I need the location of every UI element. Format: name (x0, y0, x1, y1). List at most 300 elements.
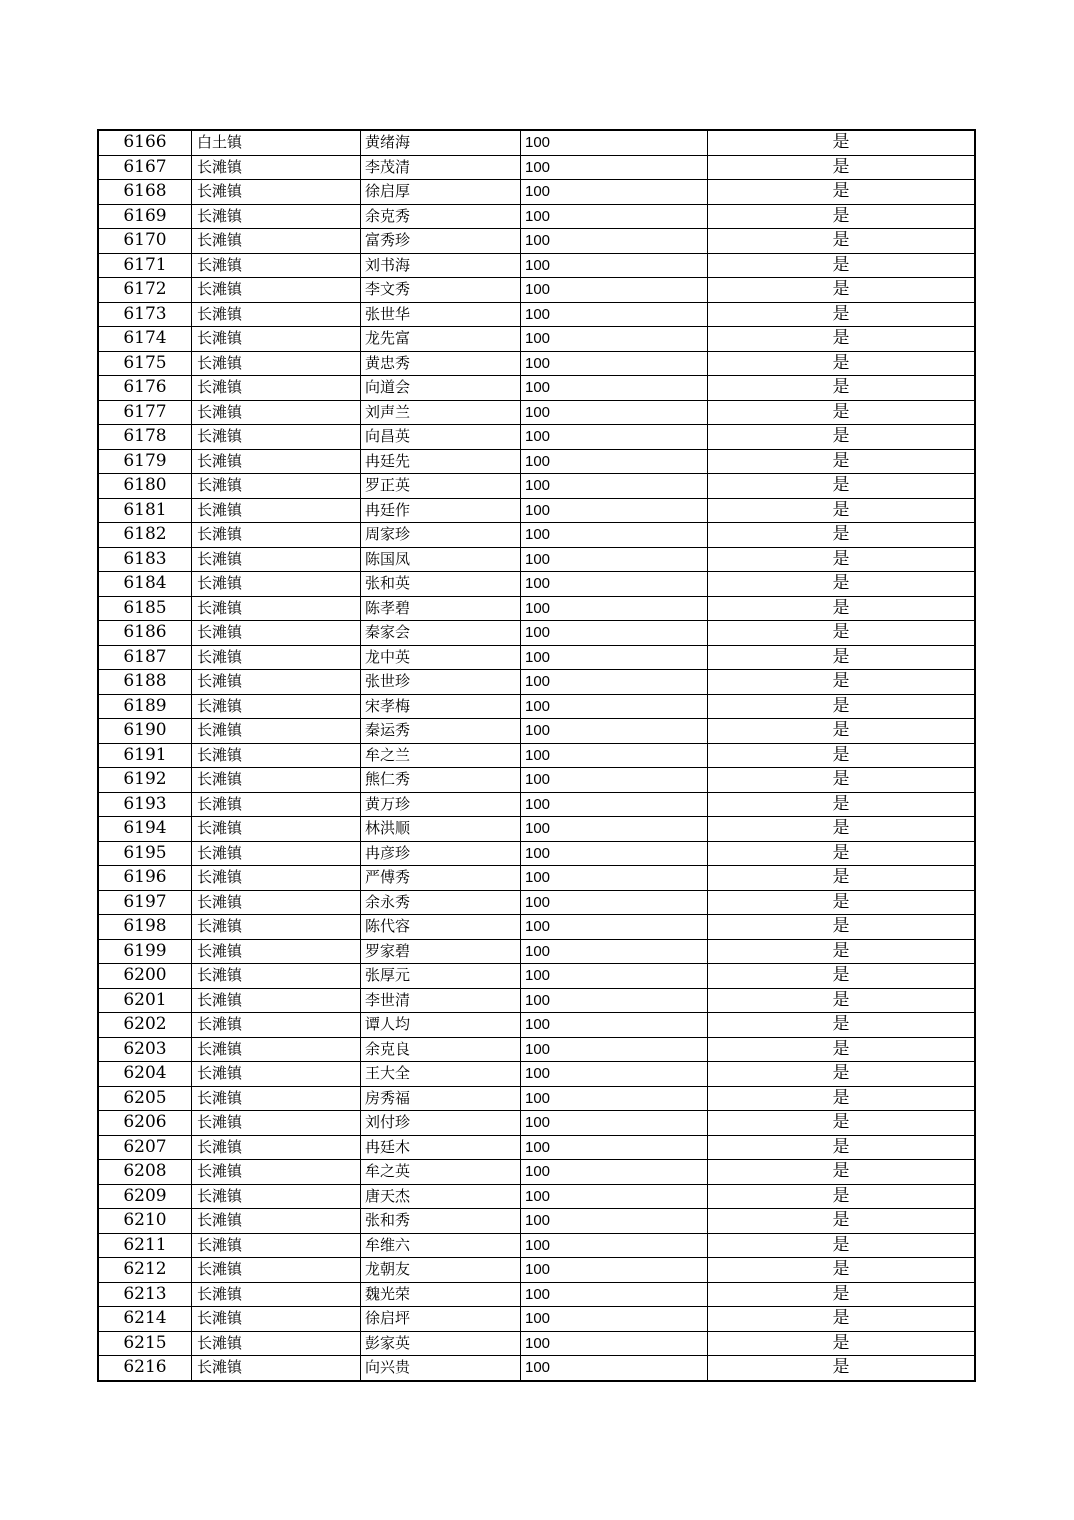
amount-cell: 100 (521, 939, 708, 964)
row-number-cell: 6211 (98, 1233, 192, 1258)
table-row (98, 915, 975, 940)
name-cell: 彭家英 (361, 1331, 521, 1356)
town-cell: 长滩镇 (192, 645, 361, 670)
amount-cell: 100 (521, 1282, 708, 1307)
name-cell: 黄万珍 (361, 792, 521, 817)
row-number-cell: 6205 (98, 1086, 192, 1111)
row-number-cell: 6185 (98, 596, 192, 621)
table-row (98, 645, 975, 670)
town-cell: 长滩镇 (192, 523, 361, 548)
status-cell: 是 (708, 449, 976, 474)
name-cell: 王大全 (361, 1062, 521, 1087)
table-row (98, 1037, 975, 1062)
table-row (98, 1356, 975, 1381)
row-number-cell: 6192 (98, 768, 192, 793)
row-number-cell: 6207 (98, 1135, 192, 1160)
table-row (98, 719, 975, 744)
amount-cell: 100 (521, 694, 708, 719)
table-row (98, 1282, 975, 1307)
town-cell: 长滩镇 (192, 1282, 361, 1307)
table-row (98, 253, 975, 278)
amount-cell: 100 (521, 498, 708, 523)
status-cell: 是 (708, 1356, 976, 1381)
amount-cell: 100 (521, 988, 708, 1013)
row-number-cell: 6204 (98, 1062, 192, 1087)
row-number-cell: 6206 (98, 1111, 192, 1136)
amount-cell: 100 (521, 719, 708, 744)
town-cell: 长滩镇 (192, 694, 361, 719)
name-cell: 魏光荣 (361, 1282, 521, 1307)
row-number-cell: 6201 (98, 988, 192, 1013)
row-number-cell: 6167 (98, 155, 192, 180)
status-cell: 是 (708, 155, 976, 180)
name-cell: 徐启厚 (361, 180, 521, 205)
row-number-cell: 6213 (98, 1282, 192, 1307)
row-number-cell: 6215 (98, 1331, 192, 1356)
row-number-cell: 6182 (98, 523, 192, 548)
row-number-cell: 6216 (98, 1356, 192, 1381)
amount-cell: 100 (521, 596, 708, 621)
amount-cell: 100 (521, 327, 708, 352)
amount-cell: 100 (521, 155, 708, 180)
amount-cell: 100 (521, 1013, 708, 1038)
table-row (98, 939, 975, 964)
table-row (98, 547, 975, 572)
name-cell: 冉彦珍 (361, 841, 521, 866)
table-body (98, 130, 975, 1381)
row-number-cell: 6199 (98, 939, 192, 964)
status-cell: 是 (708, 180, 976, 205)
status-cell: 是 (708, 1086, 976, 1111)
table-row (98, 743, 975, 768)
town-cell: 长滩镇 (192, 278, 361, 303)
amount-cell: 100 (521, 1209, 708, 1234)
town-cell: 长滩镇 (192, 327, 361, 352)
town-cell: 长滩镇 (192, 792, 361, 817)
status-cell: 是 (708, 278, 976, 303)
amount-cell: 100 (521, 743, 708, 768)
status-cell: 是 (708, 866, 976, 891)
table-row (98, 229, 975, 254)
name-cell: 张世珍 (361, 670, 521, 695)
status-cell: 是 (708, 351, 976, 376)
table-row (98, 351, 975, 376)
amount-cell: 100 (521, 253, 708, 278)
row-number-cell: 6170 (98, 229, 192, 254)
town-cell: 长滩镇 (192, 547, 361, 572)
table-row (98, 1135, 975, 1160)
row-number-cell: 6179 (98, 449, 192, 474)
name-cell: 李世清 (361, 988, 521, 1013)
table-row (98, 1307, 975, 1332)
row-number-cell: 6189 (98, 694, 192, 719)
town-cell: 长滩镇 (192, 449, 361, 474)
town-cell: 长滩镇 (192, 1307, 361, 1332)
town-cell: 长滩镇 (192, 253, 361, 278)
amount-cell: 100 (521, 130, 708, 155)
name-cell: 向兴贵 (361, 1356, 521, 1381)
status-cell: 是 (708, 376, 976, 401)
row-number-cell: 6196 (98, 866, 192, 891)
name-cell: 黄绪海 (361, 130, 521, 155)
table-row (98, 449, 975, 474)
status-cell: 是 (708, 204, 976, 229)
name-cell: 张和英 (361, 572, 521, 597)
town-cell: 长滩镇 (192, 621, 361, 646)
row-number-cell: 6175 (98, 351, 192, 376)
town-cell: 长滩镇 (192, 1209, 361, 1234)
name-cell: 林洪顺 (361, 817, 521, 842)
name-cell: 宋孝梅 (361, 694, 521, 719)
amount-cell: 100 (521, 890, 708, 915)
status-cell: 是 (708, 1184, 976, 1209)
amount-cell: 100 (521, 1233, 708, 1258)
status-cell: 是 (708, 1111, 976, 1136)
town-cell: 长滩镇 (192, 1135, 361, 1160)
status-cell: 是 (708, 498, 976, 523)
town-cell: 长滩镇 (192, 474, 361, 499)
status-cell: 是 (708, 523, 976, 548)
row-number-cell: 6212 (98, 1258, 192, 1283)
table-row (98, 425, 975, 450)
amount-cell: 100 (521, 645, 708, 670)
table-row (98, 670, 975, 695)
row-number-cell: 6176 (98, 376, 192, 401)
town-cell: 长滩镇 (192, 596, 361, 621)
row-number-cell: 6188 (98, 670, 192, 695)
status-cell: 是 (708, 229, 976, 254)
town-cell: 长滩镇 (192, 939, 361, 964)
name-cell: 牟之兰 (361, 743, 521, 768)
row-number-cell: 6210 (98, 1209, 192, 1234)
row-number-cell: 6191 (98, 743, 192, 768)
amount-cell: 100 (521, 572, 708, 597)
town-cell: 长滩镇 (192, 376, 361, 401)
row-number-cell: 6172 (98, 278, 192, 303)
amount-cell: 100 (521, 376, 708, 401)
name-cell: 余克良 (361, 1037, 521, 1062)
town-cell: 长滩镇 (192, 1111, 361, 1136)
name-cell: 陈孝碧 (361, 596, 521, 621)
table-row (98, 400, 975, 425)
town-cell: 长滩镇 (192, 1331, 361, 1356)
name-cell: 李茂清 (361, 155, 521, 180)
town-cell: 长滩镇 (192, 964, 361, 989)
table-row (98, 817, 975, 842)
amount-cell: 100 (521, 449, 708, 474)
table-row (98, 1013, 975, 1038)
town-cell: 白土镇 (192, 130, 361, 155)
row-number-cell: 6180 (98, 474, 192, 499)
amount-cell: 100 (521, 1356, 708, 1381)
table-row (98, 792, 975, 817)
row-number-cell: 6198 (98, 915, 192, 940)
name-cell: 谭人均 (361, 1013, 521, 1038)
town-cell: 长滩镇 (192, 915, 361, 940)
status-cell: 是 (708, 1013, 976, 1038)
row-number-cell: 6178 (98, 425, 192, 450)
row-number-cell: 6194 (98, 817, 192, 842)
town-cell: 长滩镇 (192, 498, 361, 523)
town-cell: 长滩镇 (192, 1356, 361, 1381)
table-row (98, 302, 975, 327)
table-row (98, 988, 975, 1013)
town-cell: 长滩镇 (192, 1184, 361, 1209)
name-cell: 李文秀 (361, 278, 521, 303)
status-cell: 是 (708, 1331, 976, 1356)
amount-cell: 100 (521, 964, 708, 989)
status-cell: 是 (708, 1037, 976, 1062)
status-cell: 是 (708, 1135, 976, 1160)
row-number-cell: 6203 (98, 1037, 192, 1062)
row-number-cell: 6173 (98, 302, 192, 327)
row-number-cell: 6187 (98, 645, 192, 670)
row-number-cell: 6177 (98, 400, 192, 425)
table-row (98, 204, 975, 229)
table-row (98, 694, 975, 719)
table-row (98, 841, 975, 866)
amount-cell: 100 (521, 180, 708, 205)
amount-cell: 100 (521, 400, 708, 425)
table-row (98, 498, 975, 523)
amount-cell: 100 (521, 1135, 708, 1160)
name-cell: 秦家会 (361, 621, 521, 646)
status-cell: 是 (708, 596, 976, 621)
status-cell: 是 (708, 719, 976, 744)
town-cell: 长滩镇 (192, 890, 361, 915)
amount-cell: 100 (521, 1062, 708, 1087)
amount-cell: 100 (521, 768, 708, 793)
name-cell: 周家珍 (361, 523, 521, 548)
amount-cell: 100 (521, 425, 708, 450)
status-cell: 是 (708, 1233, 976, 1258)
town-cell: 长滩镇 (192, 1086, 361, 1111)
table-row (98, 572, 975, 597)
name-cell: 唐天杰 (361, 1184, 521, 1209)
status-cell: 是 (708, 1209, 976, 1234)
status-cell: 是 (708, 474, 976, 499)
town-cell: 长滩镇 (192, 768, 361, 793)
row-number-cell: 6169 (98, 204, 192, 229)
table-row (98, 523, 975, 548)
table-row (98, 1111, 975, 1136)
name-cell: 房秀福 (361, 1086, 521, 1111)
row-number-cell: 6208 (98, 1160, 192, 1185)
town-cell: 长滩镇 (192, 1258, 361, 1283)
amount-cell: 100 (521, 351, 708, 376)
town-cell: 长滩镇 (192, 1037, 361, 1062)
row-number-cell: 6197 (98, 890, 192, 915)
amount-cell: 100 (521, 302, 708, 327)
status-cell: 是 (708, 915, 976, 940)
town-cell: 长滩镇 (192, 204, 361, 229)
name-cell: 严傅秀 (361, 866, 521, 891)
name-cell: 黄忠秀 (361, 351, 521, 376)
amount-cell: 100 (521, 817, 708, 842)
row-number-cell: 6190 (98, 719, 192, 744)
town-cell: 长滩镇 (192, 400, 361, 425)
name-cell: 张厚元 (361, 964, 521, 989)
amount-cell: 100 (521, 1307, 708, 1332)
name-cell: 向昌英 (361, 425, 521, 450)
status-cell: 是 (708, 1307, 976, 1332)
amount-cell: 100 (521, 670, 708, 695)
town-cell: 长滩镇 (192, 155, 361, 180)
amount-cell: 100 (521, 229, 708, 254)
status-cell: 是 (708, 130, 976, 155)
status-cell: 是 (708, 890, 976, 915)
amount-cell: 100 (521, 1258, 708, 1283)
status-cell: 是 (708, 1062, 976, 1087)
amount-cell: 100 (521, 547, 708, 572)
status-cell: 是 (708, 670, 976, 695)
table-row (98, 866, 975, 891)
amount-cell: 100 (521, 1086, 708, 1111)
name-cell: 余克秀 (361, 204, 521, 229)
amount-cell: 100 (521, 792, 708, 817)
row-number-cell: 6195 (98, 841, 192, 866)
row-number-cell: 6174 (98, 327, 192, 352)
status-cell: 是 (708, 792, 976, 817)
status-cell: 是 (708, 988, 976, 1013)
table-row (98, 1233, 975, 1258)
status-cell: 是 (708, 841, 976, 866)
name-cell: 龙朝友 (361, 1258, 521, 1283)
name-cell: 刘付珍 (361, 1111, 521, 1136)
town-cell: 长滩镇 (192, 670, 361, 695)
status-cell: 是 (708, 400, 976, 425)
town-cell: 长滩镇 (192, 1013, 361, 1038)
name-cell: 冉廷先 (361, 449, 521, 474)
table-row (98, 890, 975, 915)
name-cell: 罗正英 (361, 474, 521, 499)
town-cell: 长滩镇 (192, 866, 361, 891)
table-row (98, 278, 975, 303)
table-row (98, 155, 975, 180)
row-number-cell: 6186 (98, 621, 192, 646)
table-row (98, 180, 975, 205)
table-row (98, 327, 975, 352)
amount-cell: 100 (521, 866, 708, 891)
status-cell: 是 (708, 1258, 976, 1283)
data-table (97, 129, 976, 1382)
amount-cell: 100 (521, 204, 708, 229)
amount-cell: 100 (521, 841, 708, 866)
amount-cell: 100 (521, 1111, 708, 1136)
town-cell: 长滩镇 (192, 351, 361, 376)
row-number-cell: 6166 (98, 130, 192, 155)
table-row (98, 1331, 975, 1356)
name-cell: 牟维六 (361, 1233, 521, 1258)
town-cell: 长滩镇 (192, 988, 361, 1013)
table-row (98, 1209, 975, 1234)
name-cell: 余永秀 (361, 890, 521, 915)
table-row (98, 1184, 975, 1209)
status-cell: 是 (708, 817, 976, 842)
table-row (98, 1160, 975, 1185)
name-cell: 秦运秀 (361, 719, 521, 744)
amount-cell: 100 (521, 474, 708, 499)
name-cell: 张和秀 (361, 1209, 521, 1234)
name-cell: 刘声兰 (361, 400, 521, 425)
status-cell: 是 (708, 694, 976, 719)
table-row (98, 474, 975, 499)
name-cell: 冉廷木 (361, 1135, 521, 1160)
name-cell: 富秀珍 (361, 229, 521, 254)
name-cell: 冉廷作 (361, 498, 521, 523)
name-cell: 牟之英 (361, 1160, 521, 1185)
row-number-cell: 6202 (98, 1013, 192, 1038)
name-cell: 熊仁秀 (361, 768, 521, 793)
table-row (98, 376, 975, 401)
row-number-cell: 6171 (98, 253, 192, 278)
table-row (98, 621, 975, 646)
row-number-cell: 6214 (98, 1307, 192, 1332)
name-cell: 向道会 (361, 376, 521, 401)
amount-cell: 100 (521, 1331, 708, 1356)
table-row (98, 1086, 975, 1111)
row-number-cell: 6168 (98, 180, 192, 205)
name-cell: 张世华 (361, 302, 521, 327)
status-cell: 是 (708, 327, 976, 352)
status-cell: 是 (708, 547, 976, 572)
town-cell: 长滩镇 (192, 425, 361, 450)
amount-cell: 100 (521, 1160, 708, 1185)
name-cell: 罗家碧 (361, 939, 521, 964)
name-cell: 陈国凤 (361, 547, 521, 572)
town-cell: 长滩镇 (192, 180, 361, 205)
table-row (98, 1062, 975, 1087)
status-cell: 是 (708, 621, 976, 646)
town-cell: 长滩镇 (192, 1062, 361, 1087)
table-row (98, 130, 975, 155)
name-cell: 徐启坪 (361, 1307, 521, 1332)
table-row (98, 768, 975, 793)
amount-cell: 100 (521, 523, 708, 548)
row-number-cell: 6183 (98, 547, 192, 572)
amount-cell: 100 (521, 915, 708, 940)
row-number-cell: 6209 (98, 1184, 192, 1209)
status-cell: 是 (708, 768, 976, 793)
town-cell: 长滩镇 (192, 229, 361, 254)
row-number-cell: 6200 (98, 964, 192, 989)
status-cell: 是 (708, 939, 976, 964)
town-cell: 长滩镇 (192, 719, 361, 744)
name-cell: 陈代容 (361, 915, 521, 940)
name-cell: 龙中英 (361, 645, 521, 670)
town-cell: 长滩镇 (192, 302, 361, 327)
status-cell: 是 (708, 1282, 976, 1307)
status-cell: 是 (708, 645, 976, 670)
town-cell: 长滩镇 (192, 1233, 361, 1258)
status-cell: 是 (708, 425, 976, 450)
status-cell: 是 (708, 253, 976, 278)
row-number-cell: 6181 (98, 498, 192, 523)
town-cell: 长滩镇 (192, 743, 361, 768)
table-row (98, 1258, 975, 1283)
name-cell: 龙先富 (361, 327, 521, 352)
status-cell: 是 (708, 1160, 976, 1185)
row-number-cell: 6193 (98, 792, 192, 817)
status-cell: 是 (708, 743, 976, 768)
row-number-cell: 6184 (98, 572, 192, 597)
status-cell: 是 (708, 964, 976, 989)
town-cell: 长滩镇 (192, 817, 361, 842)
status-cell: 是 (708, 572, 976, 597)
town-cell: 长滩镇 (192, 1160, 361, 1185)
amount-cell: 100 (521, 1037, 708, 1062)
table-row (98, 964, 975, 989)
